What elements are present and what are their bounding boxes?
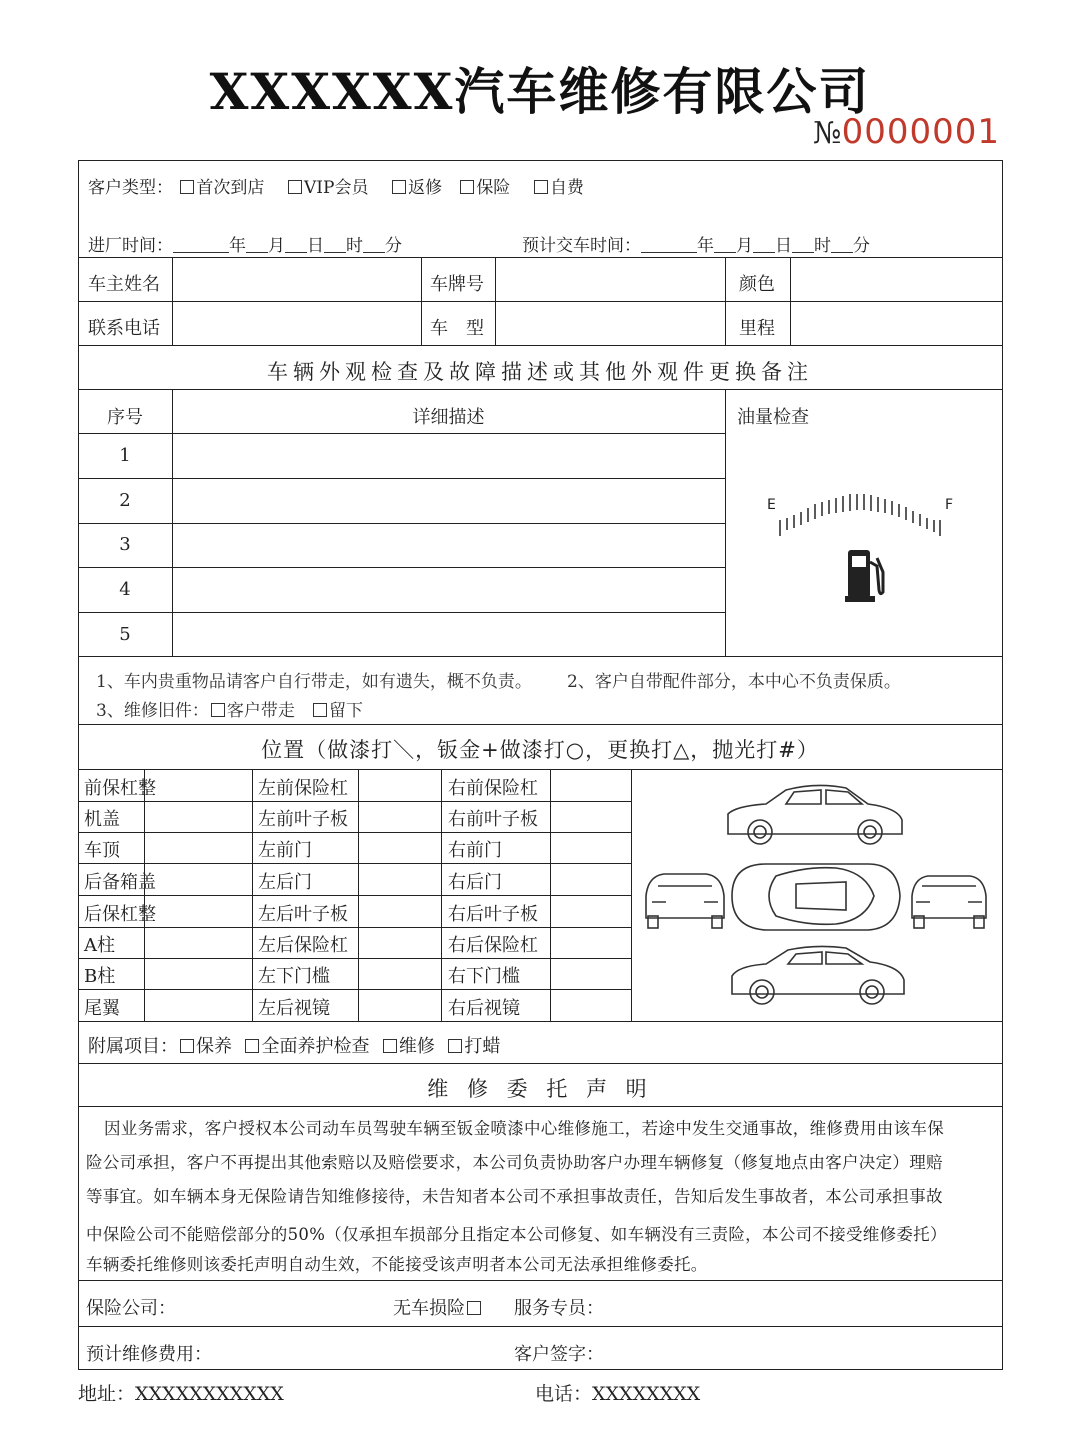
insurer-label: 保险公司：: [86, 1298, 176, 1319]
option-insurance: 保险: [476, 178, 511, 198]
checkbox-return-repair[interactable]: [392, 180, 406, 194]
number-value: 0000001: [841, 112, 1000, 152]
footer-address: 地址：XXXXXXXXXXX: [78, 1383, 284, 1405]
number-symbol: №: [813, 116, 842, 151]
car-rear-view-icon: [912, 876, 986, 928]
checkbox-maintenance[interactable]: [180, 1039, 194, 1053]
checkbox-no-damage-insurance[interactable]: [467, 1301, 481, 1315]
no-damage-field: 无车损险: [393, 1294, 483, 1320]
delivery-time-label: 预计交车时间：: [522, 236, 641, 256]
pos-right-rear-door[interactable]: 右后门: [448, 872, 502, 893]
pos-left-front-bumper[interactable]: 左前保险杠: [258, 778, 348, 799]
page-title: XXXXXX汽车维修有限公司: [209, 62, 871, 121]
row-number: 5: [119, 624, 131, 645]
note-old-parts: 3、维修旧件： 客户带走 留下: [96, 701, 364, 721]
option-first-visit: 首次到店: [196, 178, 265, 198]
option-return-repair: 返修: [408, 178, 443, 198]
checkbox-insurance[interactable]: [460, 180, 474, 194]
customer-type-label: 客户类型：: [88, 178, 173, 198]
pos-right-front-fender[interactable]: 右前叶子板: [448, 809, 538, 830]
note-valuables: 1、车内贵重物品请客户自行带走，如有遗失，概不负责。: [96, 672, 532, 692]
pos-right-rear-bumper[interactable]: 右后保险杠: [448, 935, 538, 956]
row-number: 4: [119, 579, 131, 600]
mileage-label: 里程: [739, 318, 775, 339]
model-label: 车 型: [430, 318, 484, 339]
pos-right-mirror[interactable]: 右后视镜: [448, 998, 520, 1019]
option-vip: VIP会员: [304, 178, 369, 198]
col-serial: 序号: [107, 407, 143, 428]
car-diagram: [636, 776, 1000, 1016]
checkbox-first-visit[interactable]: [180, 180, 194, 194]
statement-line: 车辆委托维修则该委托声明自动生效，不能接受该声明者本公司无法承担维修委托。: [86, 1255, 708, 1274]
car-front-view-icon: [646, 874, 724, 928]
statement-title: 维 修 委 托 声 明: [427, 1077, 653, 1101]
pos-left-rear-door[interactable]: 左后门: [258, 872, 312, 893]
customer-type-row: [88, 173, 584, 198]
fuel-full-label: F: [945, 497, 954, 513]
position-title: 位置（做漆打＼，钣金+做漆打○，更换打△，抛光打#）: [261, 738, 819, 762]
checkbox-repair[interactable]: [383, 1039, 397, 1053]
pos-front-bumper[interactable]: 前保杠整: [84, 778, 156, 799]
checkbox-waxing[interactable]: [448, 1039, 462, 1053]
checkbox-self-pay[interactable]: [534, 180, 548, 194]
signature-label: 客户签字：: [514, 1344, 604, 1365]
pos-left-mirror[interactable]: 左后视镜: [258, 998, 330, 1019]
pos-right-rear-fender[interactable]: 右后叶子板: [448, 904, 538, 925]
row-number: 2: [119, 490, 131, 511]
note-parts: 2、客户自带配件部分，本中心不负责保质。: [567, 672, 901, 692]
fuel-pump-icon: [845, 546, 887, 604]
col-description: 详细描述: [412, 407, 485, 428]
phone-label: 联系电话: [88, 318, 160, 339]
pos-rear-bumper[interactable]: 后保杠整: [84, 904, 156, 925]
checkbox-take-away[interactable]: [211, 703, 225, 717]
option-self-pay: 自费: [549, 178, 584, 198]
statement-line: 险公司承担，客户不再提出其他索赔以及赔偿要求，本公司负责协助客户办理车辆修复（修复地点由客户决定）理赔: [86, 1153, 943, 1172]
pos-right-front-bumper[interactable]: 右前保险杠: [448, 778, 538, 799]
statement-line: 中保险公司不能赔偿部分的50%（仅承担车损部分且指定本公司修复、如车辆没有三责险，本公司不接受维修委托）: [86, 1225, 947, 1244]
statement-line: 等事宜。如车辆本身无保险请告知维修接待，未告知者本公司不承担事故责任，告知后发生事故者，本公司承担事故: [86, 1187, 943, 1206]
pos-right-sill[interactable]: 右下门槛: [448, 966, 520, 987]
plate-label: 车牌号: [430, 274, 484, 295]
fuel-gauge-icon: [775, 490, 945, 545]
entry-time-label: 进厂时间：: [88, 236, 173, 256]
extras-row: 附属项目： 保养 全面养护检查 维修 打蜡: [88, 1036, 501, 1057]
form-number: [813, 112, 1000, 152]
row-number: 1: [119, 445, 131, 466]
checkbox-vip[interactable]: [288, 180, 302, 194]
pos-left-sill[interactable]: 左下门槛: [258, 966, 330, 987]
car-top-view-icon: [732, 864, 900, 930]
pos-left-front-door[interactable]: 左前门: [258, 840, 312, 861]
color-label: 颜色: [739, 274, 775, 295]
col-fuel-check: 油量检查: [737, 407, 809, 428]
extras-label: 附属项目：: [88, 1036, 178, 1057]
pos-hood[interactable]: 机盖: [84, 809, 120, 830]
pos-a-pillar[interactable]: A柱: [84, 935, 115, 956]
car-side-view-left-icon: [732, 946, 904, 1004]
pos-b-pillar[interactable]: B柱: [84, 966, 116, 987]
checkbox-leave[interactable]: [313, 703, 327, 717]
delivery-time-row[interactable]: 预计交车时间： 年 月 日 时 分: [522, 236, 870, 256]
pos-spoiler[interactable]: 尾翼: [84, 998, 120, 1019]
pos-left-front-fender[interactable]: 左前叶子板: [258, 809, 348, 830]
owner-name-label: 车主姓名: [88, 274, 160, 295]
checkbox-full-inspection[interactable]: [245, 1039, 259, 1053]
est-cost-label: 预计维修费用：: [86, 1344, 212, 1365]
pos-roof[interactable]: 车顶: [84, 840, 120, 861]
service-rep-label: 服务专员：: [514, 1298, 604, 1319]
pos-right-front-door[interactable]: 右前门: [448, 840, 502, 861]
inspection-title: 车辆外观检查及故障描述或其他外观件更换备注: [267, 360, 813, 384]
entry-time-row[interactable]: 进厂时间： 年 月 日 时 分: [88, 236, 402, 256]
statement-line: 因业务需求，客户授权本公司动车员驾驶车辆至钣金喷漆中心维修施工，若途中发生交通事故，维修费用由该车保: [104, 1119, 944, 1138]
car-side-view-right-icon: [728, 785, 902, 844]
pos-trunk-lid[interactable]: 后备箱盖: [84, 872, 156, 893]
pos-left-rear-fender[interactable]: 左后叶子板: [258, 904, 348, 925]
pos-left-rear-bumper[interactable]: 左后保险杠: [258, 935, 348, 956]
row-number: 3: [119, 534, 131, 555]
footer-phone: 电话：XXXXXXXX: [535, 1383, 701, 1405]
fuel-empty-label: E: [767, 497, 776, 513]
